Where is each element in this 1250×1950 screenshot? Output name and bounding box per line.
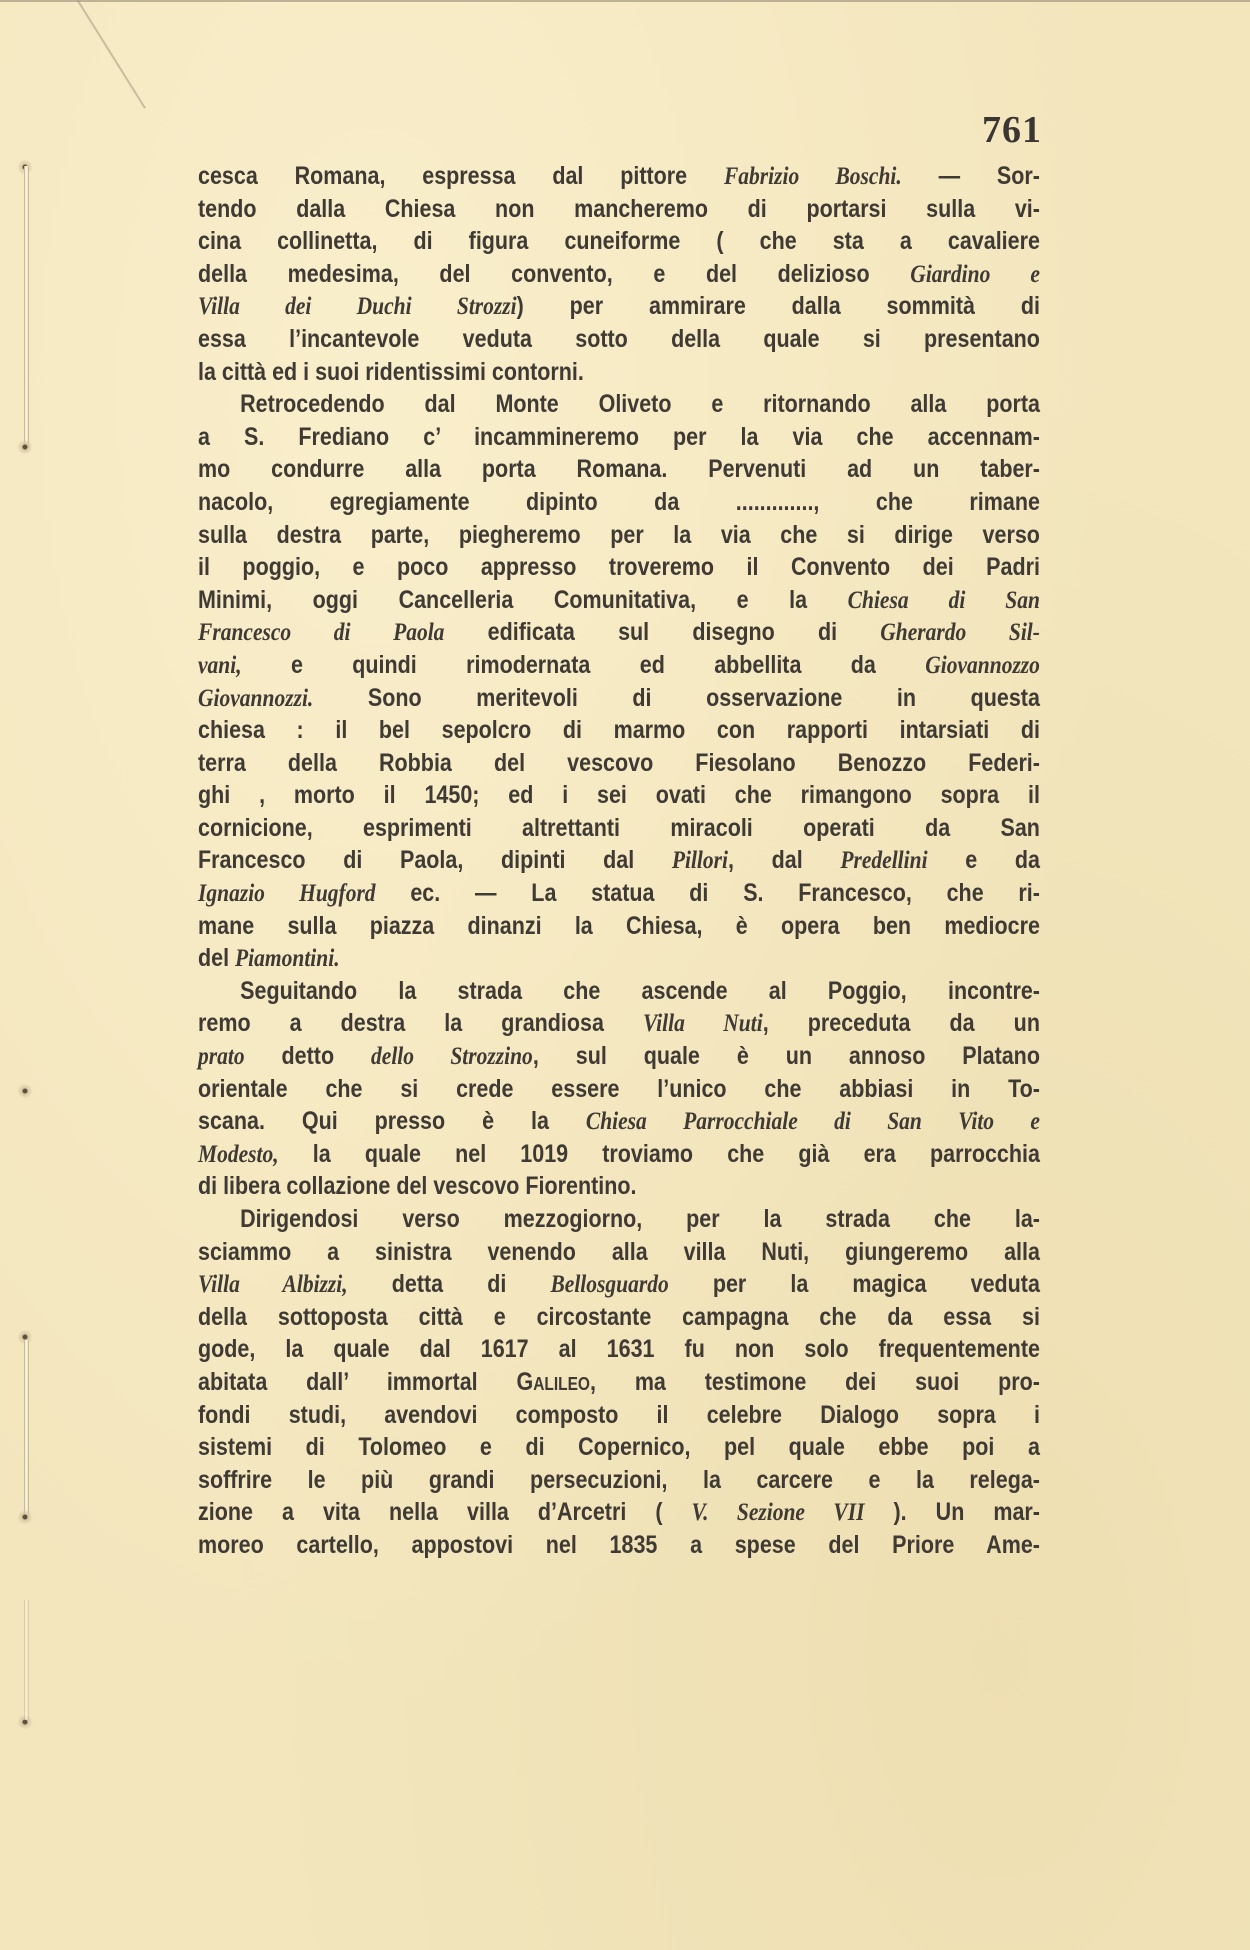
text-line <box>198 1007 1040 1040</box>
text-segment: della sottoposta città e circostante campagna che da essa si <box>198 1302 1040 1331</box>
text-line <box>198 682 1040 715</box>
binding-thread <box>24 166 29 448</box>
text-segment: il poggio, e poco appresso troveremo il Convento dei Padri <box>198 553 1040 582</box>
stitch-hole <box>17 440 33 454</box>
paragraph-first-line <box>198 388 1040 421</box>
text-segment: essa l’incantevole veduta sotto della quale si presentano <box>198 324 1040 353</box>
text-line <box>198 910 1040 943</box>
italic-text: Piamontini. <box>235 945 340 973</box>
text-segment: sciammo a sinistra venendo alla villa Nuti, giungeremo alla <box>198 1237 1040 1266</box>
text-segment: Francesco di Paola, dipinti dal <box>198 846 672 875</box>
text-segment: zione a vita nella villa d’Arcetri ( <box>198 1498 692 1527</box>
stitch-hole <box>17 1510 33 1524</box>
body-text <box>198 160 1040 1562</box>
text-line <box>198 877 1040 910</box>
text-segment: e quindi rimodernata ed abbellita da <box>241 650 926 679</box>
text-line <box>198 486 1040 519</box>
text-segment: di libera collazione del vescovo Fiorentino. <box>198 1172 637 1201</box>
text-segment: orientale che si crede essere l’unico che abbiasi in To- <box>198 1074 1040 1103</box>
text-segment: Minimi, oggi Cancelleria Comunitativa, e la <box>198 585 848 614</box>
text-line <box>198 1236 1040 1269</box>
text-segment: e da <box>927 846 1040 875</box>
italic-text: Villa Albizzi, <box>198 1271 348 1299</box>
text-segment: Dirigendosi verso mezzogiorno, per la strada che la- <box>240 1205 1040 1233</box>
text-segment: soffrire le più grandi persecuzioni, la carcere e la relega- <box>198 1465 1040 1494</box>
text-segment: della medesima, del convento, e del delizioso <box>198 259 911 288</box>
text-line <box>198 225 1040 258</box>
italic-text: vani, <box>198 651 242 679</box>
italic-text: dello Strozzino <box>371 1043 533 1071</box>
italic-text: Chiesa di San <box>847 586 1040 614</box>
text-line <box>198 714 1040 747</box>
text-line <box>198 1464 1040 1497</box>
text-line <box>198 421 1040 454</box>
text-line <box>198 747 1040 780</box>
text-line <box>198 844 1040 877</box>
text-segment: detta di <box>347 1270 551 1299</box>
text-segment: moreo cartello, appostovi nel 1835 a spese del Priore Ame- <box>198 1530 1040 1559</box>
text-line <box>198 519 1040 552</box>
text-line <box>198 942 1040 975</box>
binding-thread <box>24 1600 29 1720</box>
binding-thread <box>24 1340 29 1515</box>
text-line <box>198 258 1040 291</box>
text-line <box>198 1529 1040 1562</box>
text-line <box>198 1301 1040 1334</box>
text-segment: cina collinetta, di figura cuneiforme ( che sta a cavaliere <box>198 227 1040 256</box>
italic-text: Chiesa Parrocchiale di San Vito e <box>585 1108 1040 1136</box>
text-segment: la quale nel 1019 troviamo che già era parrocchia <box>278 1139 1040 1168</box>
text-segment: Seguitando la strada che ascende al Poggio, incontre- <box>240 976 1040 1005</box>
text-segment: ghi , morto il 1450; ed i sei ovati che rimangono sopra il <box>198 781 1040 810</box>
text-segment: per la magica veduta <box>668 1270 1040 1299</box>
text-segment: , ma testimone dei suoi pro- <box>589 1367 1040 1396</box>
text-line <box>198 453 1040 486</box>
italic-text: Giovannozzo <box>925 651 1040 679</box>
text-segment: gode, la quale dal 1617 al 1631 fu non solo frequentemente <box>198 1335 1040 1364</box>
text-line <box>198 160 1040 193</box>
text-line <box>198 1399 1040 1432</box>
text-segment: la città ed i suoi ridentissimi contorni. <box>198 357 584 386</box>
italic-text: Villa Nuti <box>642 1010 763 1038</box>
italic-text: Giardino e <box>910 260 1040 288</box>
italic-text: Predellini <box>840 847 928 875</box>
page-number: 761 <box>982 109 1042 151</box>
italic-text: Modesto, <box>198 1140 279 1168</box>
text-line <box>198 649 1040 682</box>
italic-text: Giovannozzi. <box>198 684 314 712</box>
text-segment: remo a destra la grandiosa <box>198 1009 643 1038</box>
text-line <box>198 584 1040 617</box>
text-segment: ec. — La statua di S. Francesco, che ri- <box>375 879 1040 908</box>
text-segment: terra della Robbia del vescovo Fiesolano Benozzo Federi- <box>198 748 1040 777</box>
italic-text: Pillori <box>671 847 729 875</box>
text-segment: chiesa : il bel sepolcro di marmo con rapporti intarsiati di <box>198 716 1040 745</box>
text-line <box>198 1268 1040 1301</box>
italic-text: Ignazio Hugford <box>198 880 376 908</box>
text-segment: sistemi di Tolomeo e di Copernico, pel quale ebbe poi a <box>198 1433 1040 1462</box>
italic-text: Fabrizio Boschi. <box>723 163 902 190</box>
text-segment: a S. Frediano c’ incammineremo per la via che accennam- <box>198 422 1040 451</box>
small-caps-text: Galileo <box>516 1367 590 1396</box>
text-segment: abitata dall’ immortal <box>198 1367 517 1396</box>
text-line <box>198 1431 1040 1464</box>
text-line <box>198 1333 1040 1366</box>
text-line <box>198 1170 1040 1203</box>
italic-text: Bellosguardo <box>550 1271 669 1299</box>
paragraph-first-line <box>198 1203 1040 1236</box>
text-segment: , preceduta da un <box>762 1009 1040 1038</box>
text-segment: detto <box>244 1042 372 1071</box>
paragraph-first-line <box>198 975 1040 1008</box>
text-segment: Retrocedendo dal Monte Oliveto e ritornando alla porta <box>240 390 1040 419</box>
text-line <box>198 356 1040 389</box>
italic-text: prato <box>198 1043 245 1071</box>
text-segment: nacolo, egregiamente dipinto da ............., che rimane <box>198 487 1040 516</box>
text-segment: cornicione, esprimenti altrettanti miracoli operati da San <box>198 813 1040 842</box>
text-line <box>198 1073 1040 1106</box>
italic-text: Gherardo Sil- <box>880 619 1040 647</box>
text-segment: edificata sul disegno di <box>444 618 881 647</box>
italic-text: V. Sezione VII <box>691 1499 865 1527</box>
text-line <box>198 551 1040 584</box>
text-line <box>198 1040 1040 1073</box>
text-segment: ). Un mar- <box>864 1498 1040 1527</box>
text-line <box>198 1366 1040 1399</box>
text-segment: mo condurre alla porta Romana. Pervenuti ad un taber- <box>198 455 1040 484</box>
text-segment: ) per ammirare dalla sommità di <box>516 292 1040 321</box>
corner-crease <box>70 0 146 109</box>
text-line <box>198 290 1040 323</box>
text-segment: cesca Romana, espressa dal pittore <box>198 162 724 190</box>
text-line <box>198 1496 1040 1529</box>
text-line <box>198 779 1040 812</box>
text-segment: Sono meritevoli di osservazione in questa <box>313 683 1040 712</box>
italic-text: Villa dei Duchi Strozzi <box>198 293 517 321</box>
page-top-edge <box>0 0 1250 2</box>
stitch-hole <box>17 1084 33 1098</box>
text-segment: sulla destra parte, piegheremo per la via che si dirige verso <box>198 520 1040 549</box>
text-line <box>198 323 1040 356</box>
text-segment: tendo dalla Chiesa non mancheremo di portarsi sulla vi- <box>198 194 1040 223</box>
text-segment: , sul quale è un annoso Platano <box>532 1042 1040 1071</box>
text-line <box>198 812 1040 845</box>
text-line <box>198 1105 1040 1138</box>
text-segment: scana. Qui presso è la <box>198 1107 586 1136</box>
text-segment: del <box>198 944 236 973</box>
text-segment: , dal <box>728 846 841 875</box>
text-segment: — Sor- <box>901 162 1040 190</box>
text-segment: fondi studi, avendovi composto il celebre Dialogo sopra i <box>198 1400 1040 1429</box>
text-line <box>198 616 1040 649</box>
italic-text: Francesco di Paola <box>198 619 445 647</box>
text-line <box>198 1138 1040 1171</box>
text-line <box>198 193 1040 226</box>
text-segment: mane sulla piazza dinanzi la Chiesa, è opera ben mediocre <box>198 911 1040 940</box>
